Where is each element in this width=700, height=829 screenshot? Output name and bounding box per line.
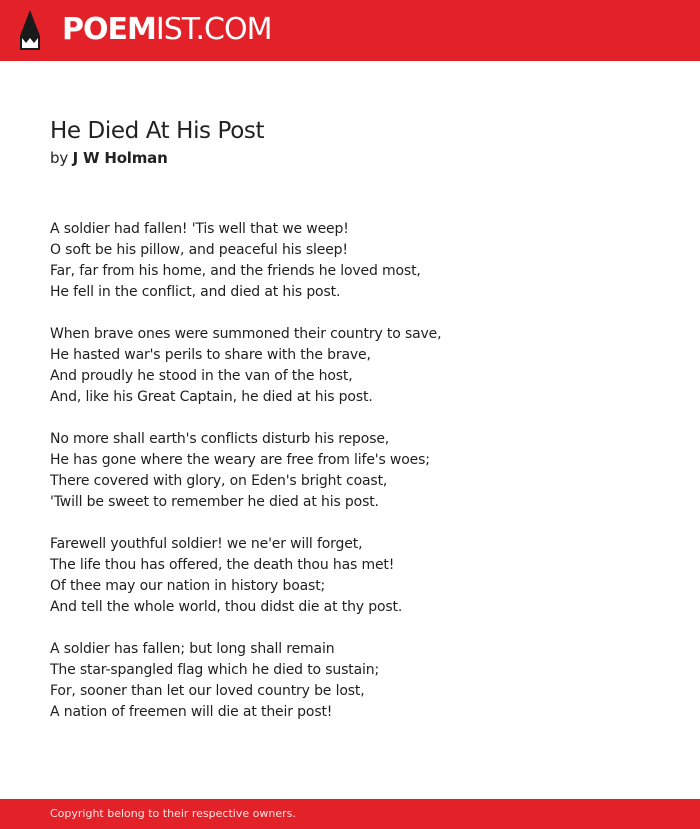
poem-title: He Died At His Post <box>50 118 265 144</box>
poem-line: He fell in the conflict, and died at his post. <box>50 284 341 300</box>
stanza <box>50 219 650 303</box>
poem-line: A soldier has fallen; but long shall remain <box>50 641 335 657</box>
poem-line: He has gone where the weary are free from life's woes; <box>50 452 430 468</box>
site-header <box>0 0 700 61</box>
stanza <box>50 534 650 618</box>
poem-line: He hasted war's perils to share with the brave, <box>50 347 371 363</box>
poem-line: A nation of freemen will die at their post! <box>50 704 333 720</box>
stanza <box>50 429 650 513</box>
pencil-tip-icon[interactable] <box>18 10 42 52</box>
byline <box>50 148 264 168</box>
poem-line: Farewell youthful soldier! we ne'er will forget, <box>50 536 363 552</box>
site-logo[interactable] <box>62 13 271 47</box>
site-footer <box>0 799 700 829</box>
poem-heading <box>50 116 264 168</box>
stanza <box>50 324 650 408</box>
poem-line: And tell the whole world, thou didst die at thy post. <box>50 599 403 615</box>
poem-line: O soft be his pillow, and peaceful his sleep! <box>50 242 348 258</box>
poem-line: And, like his Great Captain, he died at his post. <box>50 389 373 405</box>
poem-line: The life thou has offered, the death thou has met! <box>50 557 395 573</box>
poem-line: No more shall earth's conflicts disturb his repose, <box>50 431 390 447</box>
by-label: by <box>50 149 68 167</box>
poem-body <box>50 219 650 744</box>
poem-line: And proudly he stood in the van of the host, <box>50 368 353 384</box>
logo-bold-text: POEM <box>62 12 156 47</box>
poem-line: The star-spangled flag which he died to sustain; <box>50 662 380 678</box>
logo-light-text: IST.COM <box>155 12 272 47</box>
author-name: J W Holman <box>72 149 168 167</box>
poem-line: Of thee may our nation in history boast; <box>50 578 326 594</box>
poem-line: Far, far from his home, and the friends he loved most, <box>50 263 421 279</box>
poem-line: A soldier had fallen! 'Tis well that we weep! <box>50 221 349 237</box>
poem-line: 'Twill be sweet to remember he died at his post. <box>50 494 379 510</box>
stanza <box>50 639 650 723</box>
copyright-notice: Copyright belong to their respective owners. <box>50 807 296 820</box>
poem-line: There covered with glory, on Eden's bright coast, <box>50 473 388 489</box>
poem-line: When brave ones were summoned their country to save, <box>50 326 442 342</box>
poem-line: For, sooner than let our loved country be lost, <box>50 683 365 699</box>
